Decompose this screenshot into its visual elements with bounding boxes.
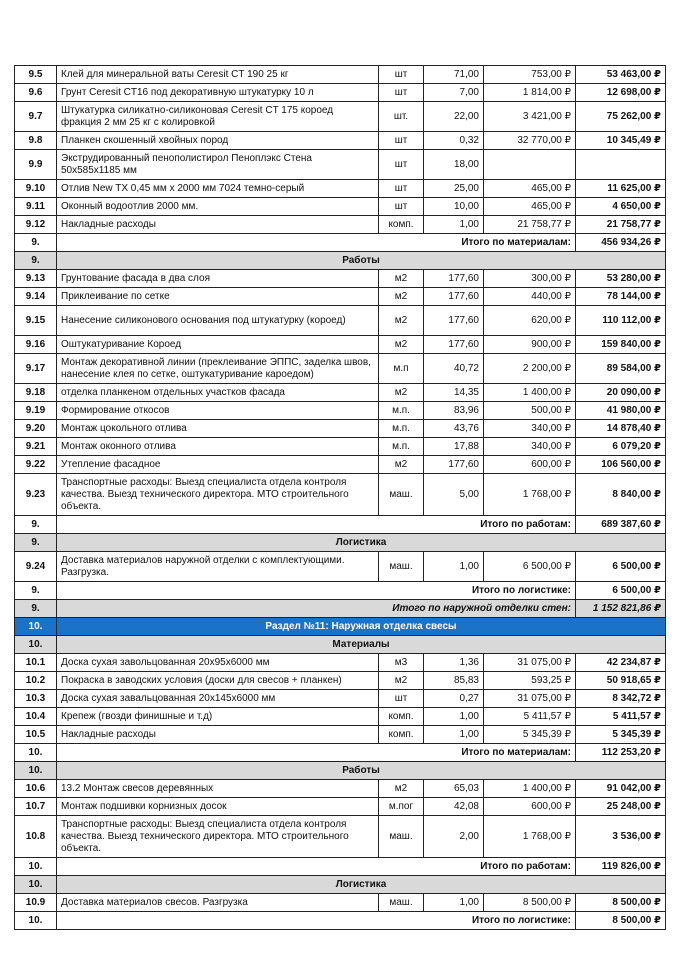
row-number-cell: 10. <box>15 912 57 930</box>
item-price-cell: 32 770,00 ₽ <box>484 132 576 150</box>
item-price-cell: 600,00 ₽ <box>484 456 576 474</box>
table-row <box>15 438 666 456</box>
item-quantity-cell: 1,00 <box>424 216 484 234</box>
item-number-cell: 9.19 <box>15 402 57 420</box>
row-number-cell: 9. <box>15 534 57 552</box>
item-number-cell: 9.10 <box>15 180 57 198</box>
subtotal-value: 1 152 821,86 ₽ <box>576 600 666 618</box>
item-total-cell: 75 262,00 ₽ <box>576 102 666 132</box>
table-row <box>15 132 666 150</box>
item-name-cell: Накладные расходы <box>57 726 379 744</box>
item-unit-cell: м.п. <box>379 438 424 456</box>
item-unit-cell: м.пог <box>379 798 424 816</box>
item-total-cell: 91 042,00 ₽ <box>576 780 666 798</box>
item-price-cell: 31 075,00 ₽ <box>484 654 576 672</box>
item-total-cell: 89 584,00 ₽ <box>576 354 666 384</box>
item-unit-cell: комп. <box>379 708 424 726</box>
item-price-cell: 1 768,00 ₽ <box>484 816 576 858</box>
table-row <box>15 216 666 234</box>
subsection-title: Работы <box>57 762 666 780</box>
subtotal-row <box>15 912 666 930</box>
item-name-cell: Нанесение силиконового основания под штукатурку (короед) <box>57 306 379 336</box>
item-total-cell: 4 650,00 ₽ <box>576 198 666 216</box>
item-quantity-cell: 10,00 <box>424 198 484 216</box>
item-unit-cell: шт. <box>379 102 424 132</box>
item-name-cell: Грунтование фасада в два слоя <box>57 270 379 288</box>
row-number-cell: 10. <box>15 618 57 636</box>
item-number-cell: 9.7 <box>15 102 57 132</box>
item-price-cell: 1 400,00 ₽ <box>484 780 576 798</box>
item-quantity-cell: 83,96 <box>424 402 484 420</box>
item-unit-cell: м2 <box>379 384 424 402</box>
item-price-cell: 465,00 ₽ <box>484 198 576 216</box>
item-total-cell: 10 345,49 ₽ <box>576 132 666 150</box>
item-price-cell: 900,00 ₽ <box>484 336 576 354</box>
item-number-cell: 9.21 <box>15 438 57 456</box>
item-number-cell: 9.22 <box>15 456 57 474</box>
item-number-cell: 10.3 <box>15 690 57 708</box>
item-unit-cell: м.п <box>379 354 424 384</box>
item-name-cell: Отлив New TX 0,45 мм х 2000 мм 7024 темно-серый <box>57 180 379 198</box>
item-unit-cell: м.п. <box>379 420 424 438</box>
item-quantity-cell: 1,00 <box>424 894 484 912</box>
item-number-cell: 9.20 <box>15 420 57 438</box>
item-price-cell: 620,00 ₽ <box>484 306 576 336</box>
item-price-cell: 465,00 ₽ <box>484 180 576 198</box>
item-price-cell: 8 500,00 ₽ <box>484 894 576 912</box>
item-number-cell: 9.12 <box>15 216 57 234</box>
item-price-cell: 3 421,00 ₽ <box>484 102 576 132</box>
item-total-cell: 78 144,00 ₽ <box>576 288 666 306</box>
table-row <box>15 456 666 474</box>
subsection-header-row <box>15 762 666 780</box>
row-number-cell: 10. <box>15 744 57 762</box>
item-total-cell: 21 758,77 ₽ <box>576 216 666 234</box>
item-quantity-cell: 177,60 <box>424 336 484 354</box>
estimate-table <box>14 65 666 930</box>
item-unit-cell: шт <box>379 198 424 216</box>
item-quantity-cell: 177,60 <box>424 456 484 474</box>
item-price-cell: 593,25 ₽ <box>484 672 576 690</box>
item-quantity-cell: 2,00 <box>424 816 484 858</box>
subtotal-label: Итого по наружной отделки стен: <box>57 600 576 618</box>
item-number-cell: 9.6 <box>15 84 57 102</box>
item-price-cell: 5 345,39 ₽ <box>484 726 576 744</box>
section-title: Раздел №11: Наружная отделка свесы <box>57 618 666 636</box>
item-total-cell: 41 980,00 ₽ <box>576 402 666 420</box>
table-row <box>15 66 666 84</box>
item-total-cell: 8 500,00 ₽ <box>576 894 666 912</box>
item-name-cell: Доставка материалов наружной отделки с комплектующими. Разгрузка. <box>57 552 379 582</box>
item-total-cell: 5 345,39 ₽ <box>576 726 666 744</box>
table-row <box>15 402 666 420</box>
row-number-cell: 10. <box>15 858 57 876</box>
item-name-cell: Оконный водоотлив 2000 мм. <box>57 198 379 216</box>
item-name-cell: 13.2 Монтаж свесов деревянных <box>57 780 379 798</box>
item-name-cell: Монтаж цокольного отлива <box>57 420 379 438</box>
item-quantity-cell: 1,00 <box>424 726 484 744</box>
subtotal-row <box>15 516 666 534</box>
item-name-cell: Приклеивание по сетке <box>57 288 379 306</box>
item-unit-cell: м2 <box>379 456 424 474</box>
row-number-cell: 9. <box>15 252 57 270</box>
item-price-cell: 2 200,00 ₽ <box>484 354 576 384</box>
table-row <box>15 336 666 354</box>
item-number-cell: 9.17 <box>15 354 57 384</box>
item-unit-cell: шт <box>379 150 424 180</box>
subtotal-label: Итого по работам: <box>57 516 576 534</box>
table-row <box>15 354 666 384</box>
row-number-cell: 10. <box>15 636 57 654</box>
item-total-cell: 53 463,00 ₽ <box>576 66 666 84</box>
table-row <box>15 654 666 672</box>
item-total-cell: 3 536,00 ₽ <box>576 816 666 858</box>
subsection-header-row <box>15 876 666 894</box>
item-name-cell: Покраска в заводских условия (доски для свесов + планкен) <box>57 672 379 690</box>
item-name-cell: Оштукатуривание Короед <box>57 336 379 354</box>
subtotal-label: Итого по материалам: <box>57 744 576 762</box>
item-number-cell: 9.5 <box>15 66 57 84</box>
item-total-cell: 8 342,72 ₽ <box>576 690 666 708</box>
row-number-cell: 9. <box>15 516 57 534</box>
item-unit-cell: м.п. <box>379 402 424 420</box>
row-number-cell: 10. <box>15 876 57 894</box>
item-name-cell: Доска сухая завольцованная 20х95х6000 мм <box>57 654 379 672</box>
subtotal-value: 119 826,00 ₽ <box>576 858 666 876</box>
item-quantity-cell: 5,00 <box>424 474 484 516</box>
item-number-cell: 9.13 <box>15 270 57 288</box>
item-total-cell: 5 411,57 ₽ <box>576 708 666 726</box>
item-price-cell: 340,00 ₽ <box>484 438 576 456</box>
item-quantity-cell: 42,08 <box>424 798 484 816</box>
subtotal-label: Итого по работам: <box>57 858 576 876</box>
item-quantity-cell: 22,00 <box>424 102 484 132</box>
subtotal-row <box>15 234 666 252</box>
item-total-cell: 14 878,40 ₽ <box>576 420 666 438</box>
item-total-cell <box>576 150 666 180</box>
item-name-cell: Доска сухая завальцованная 20х145х6000 мм <box>57 690 379 708</box>
item-name-cell: Накладные расходы <box>57 216 379 234</box>
item-total-cell: 159 840,00 ₽ <box>576 336 666 354</box>
table-row <box>15 816 666 858</box>
item-unit-cell: маш. <box>379 552 424 582</box>
item-price-cell: 1 768,00 ₽ <box>484 474 576 516</box>
section-header-row <box>15 618 666 636</box>
item-number-cell: 9.15 <box>15 306 57 336</box>
subtotal-value: 689 387,60 ₽ <box>576 516 666 534</box>
row-number-cell: 10. <box>15 762 57 780</box>
item-number-cell: 10.1 <box>15 654 57 672</box>
table-row <box>15 420 666 438</box>
item-price-cell: 440,00 ₽ <box>484 288 576 306</box>
item-total-cell: 106 560,00 ₽ <box>576 456 666 474</box>
estimate-rows <box>15 66 666 930</box>
item-name-cell: Доставка материалов свесов. Разгрузка <box>57 894 379 912</box>
item-number-cell: 9.18 <box>15 384 57 402</box>
item-name-cell: Транспортные расходы: Выезд специалиста отдела контроля качества. Выезд технического директора. МТО строительного объекта. <box>57 816 379 858</box>
item-number-cell: 10.6 <box>15 780 57 798</box>
item-number-cell: 9.8 <box>15 132 57 150</box>
subsection-header-row <box>15 252 666 270</box>
grand-total-row <box>15 600 666 618</box>
subsection-title: Работы <box>57 252 666 270</box>
subtotal-label: Итого по логистике: <box>57 582 576 600</box>
table-row <box>15 690 666 708</box>
item-total-cell: 6 500,00 ₽ <box>576 552 666 582</box>
subsection-header-row <box>15 636 666 654</box>
table-row <box>15 708 666 726</box>
subsection-title: Логистика <box>57 876 666 894</box>
item-quantity-cell: 0,32 <box>424 132 484 150</box>
subsection-header-row <box>15 534 666 552</box>
table-row <box>15 102 666 132</box>
item-quantity-cell: 25,00 <box>424 180 484 198</box>
item-quantity-cell: 43,76 <box>424 420 484 438</box>
item-number-cell: 10.7 <box>15 798 57 816</box>
item-unit-cell: комп. <box>379 216 424 234</box>
item-quantity-cell: 177,60 <box>424 270 484 288</box>
item-quantity-cell: 85,83 <box>424 672 484 690</box>
table-row <box>15 474 666 516</box>
item-name-cell: Монтаж оконного отлива <box>57 438 379 456</box>
item-quantity-cell: 177,60 <box>424 288 484 306</box>
item-unit-cell: м2 <box>379 780 424 798</box>
table-row <box>15 552 666 582</box>
item-price-cell: 31 075,00 ₽ <box>484 690 576 708</box>
item-total-cell: 110 112,00 ₽ <box>576 306 666 336</box>
subtotal-value: 456 934,26 ₽ <box>576 234 666 252</box>
item-price-cell <box>484 150 576 180</box>
subsection-title: Логистика <box>57 534 666 552</box>
item-name-cell: Формирование откосов <box>57 402 379 420</box>
item-number-cell: 10.5 <box>15 726 57 744</box>
item-name-cell: Грунт Ceresit CT16 под декоративную штукатурку 10 л <box>57 84 379 102</box>
table-row <box>15 726 666 744</box>
item-price-cell: 5 411,57 ₽ <box>484 708 576 726</box>
table-row <box>15 198 666 216</box>
table-row <box>15 270 666 288</box>
item-total-cell: 25 248,00 ₽ <box>576 798 666 816</box>
item-quantity-cell: 7,00 <box>424 84 484 102</box>
item-number-cell: 10.8 <box>15 816 57 858</box>
item-number-cell: 9.24 <box>15 552 57 582</box>
item-unit-cell: м2 <box>379 672 424 690</box>
item-quantity-cell: 1,00 <box>424 708 484 726</box>
item-name-cell: Монтаж декоративной линии (преклеивание ЭППС, заделка швов, нанесение клея по сетке, оштукатуривание кароедом) <box>57 354 379 384</box>
item-total-cell: 11 625,00 ₽ <box>576 180 666 198</box>
item-total-cell: 42 234,87 ₽ <box>576 654 666 672</box>
row-number-cell: 9. <box>15 600 57 618</box>
item-price-cell: 340,00 ₽ <box>484 420 576 438</box>
item-name-cell: Штукатурка силикатно-силиконовая Ceresit CT 175 короед фракция 2 мм 25 кг с колировкой <box>57 102 379 132</box>
subtotal-value: 112 253,20 ₽ <box>576 744 666 762</box>
item-name-cell: отделка планкеном отдельных участков фасада <box>57 384 379 402</box>
item-name-cell: Утепление фасадное <box>57 456 379 474</box>
table-row <box>15 306 666 336</box>
item-price-cell: 753,00 ₽ <box>484 66 576 84</box>
item-unit-cell: маш. <box>379 816 424 858</box>
subtotal-value: 8 500,00 ₽ <box>576 912 666 930</box>
item-total-cell: 20 090,00 ₽ <box>576 384 666 402</box>
item-price-cell: 21 758,77 ₽ <box>484 216 576 234</box>
item-unit-cell: м3 <box>379 654 424 672</box>
item-quantity-cell: 17,88 <box>424 438 484 456</box>
item-quantity-cell: 40,72 <box>424 354 484 384</box>
item-unit-cell: маш. <box>379 474 424 516</box>
item-unit-cell: м2 <box>379 306 424 336</box>
item-name-cell: Крепеж (гвозди финишные и т.д) <box>57 708 379 726</box>
item-name-cell: Транспортные расходы: Выезд специалиста отдела контроля качества. Выезд технического директора. МТО строительного объекта. <box>57 474 379 516</box>
estimate-sheet <box>14 65 665 930</box>
subtotal-row <box>15 744 666 762</box>
table-row <box>15 150 666 180</box>
item-unit-cell: шт <box>379 66 424 84</box>
table-row <box>15 180 666 198</box>
item-quantity-cell: 18,00 <box>424 150 484 180</box>
item-name-cell: Монтаж подшивки корнизных досок <box>57 798 379 816</box>
item-number-cell: 10.2 <box>15 672 57 690</box>
subsection-title: Материалы <box>57 636 666 654</box>
item-number-cell: 9.14 <box>15 288 57 306</box>
item-number-cell: 10.9 <box>15 894 57 912</box>
item-number-cell: 9.16 <box>15 336 57 354</box>
item-unit-cell: маш. <box>379 894 424 912</box>
item-total-cell: 12 698,00 ₽ <box>576 84 666 102</box>
item-quantity-cell: 71,00 <box>424 66 484 84</box>
item-unit-cell: шт <box>379 132 424 150</box>
item-unit-cell: шт <box>379 690 424 708</box>
row-number-cell: 9. <box>15 582 57 600</box>
item-number-cell: 10.4 <box>15 708 57 726</box>
subtotal-row <box>15 858 666 876</box>
item-unit-cell: м2 <box>379 270 424 288</box>
table-row <box>15 672 666 690</box>
item-total-cell: 6 079,20 ₽ <box>576 438 666 456</box>
item-price-cell: 6 500,00 ₽ <box>484 552 576 582</box>
item-price-cell: 600,00 ₽ <box>484 798 576 816</box>
item-name-cell: Клей для минеральной ваты Ceresit CT 190 25 кг <box>57 66 379 84</box>
item-quantity-cell: 0,27 <box>424 690 484 708</box>
item-price-cell: 1 400,00 ₽ <box>484 384 576 402</box>
item-number-cell: 9.11 <box>15 198 57 216</box>
item-unit-cell: м2 <box>379 288 424 306</box>
table-row <box>15 288 666 306</box>
item-unit-cell: шт <box>379 84 424 102</box>
subtotal-value: 6 500,00 ₽ <box>576 582 666 600</box>
item-price-cell: 500,00 ₽ <box>484 402 576 420</box>
table-row <box>15 798 666 816</box>
item-number-cell: 9.9 <box>15 150 57 180</box>
subtotal-label: Итого по логистике: <box>57 912 576 930</box>
table-row <box>15 780 666 798</box>
item-quantity-cell: 14,35 <box>424 384 484 402</box>
item-quantity-cell: 1,00 <box>424 552 484 582</box>
table-row <box>15 894 666 912</box>
item-unit-cell: м2 <box>379 336 424 354</box>
item-unit-cell: комп. <box>379 726 424 744</box>
item-total-cell: 50 918,65 ₽ <box>576 672 666 690</box>
item-unit-cell: шт <box>379 180 424 198</box>
item-price-cell: 300,00 ₽ <box>484 270 576 288</box>
item-total-cell: 53 280,00 ₽ <box>576 270 666 288</box>
table-row <box>15 84 666 102</box>
item-quantity-cell: 177,60 <box>424 306 484 336</box>
row-number-cell: 9. <box>15 234 57 252</box>
subtotal-label: Итого по материалам: <box>57 234 576 252</box>
table-row <box>15 384 666 402</box>
item-name-cell: Экструдированный пенополистирол Пеноплэкс Стена 50x585x1185 мм <box>57 150 379 180</box>
item-name-cell: Планкен скошенный хвойных пород <box>57 132 379 150</box>
item-number-cell: 9.23 <box>15 474 57 516</box>
item-quantity-cell: 1,36 <box>424 654 484 672</box>
item-total-cell: 8 840,00 ₽ <box>576 474 666 516</box>
item-quantity-cell: 65,03 <box>424 780 484 798</box>
item-price-cell: 1 814,00 ₽ <box>484 84 576 102</box>
subtotal-row <box>15 582 666 600</box>
